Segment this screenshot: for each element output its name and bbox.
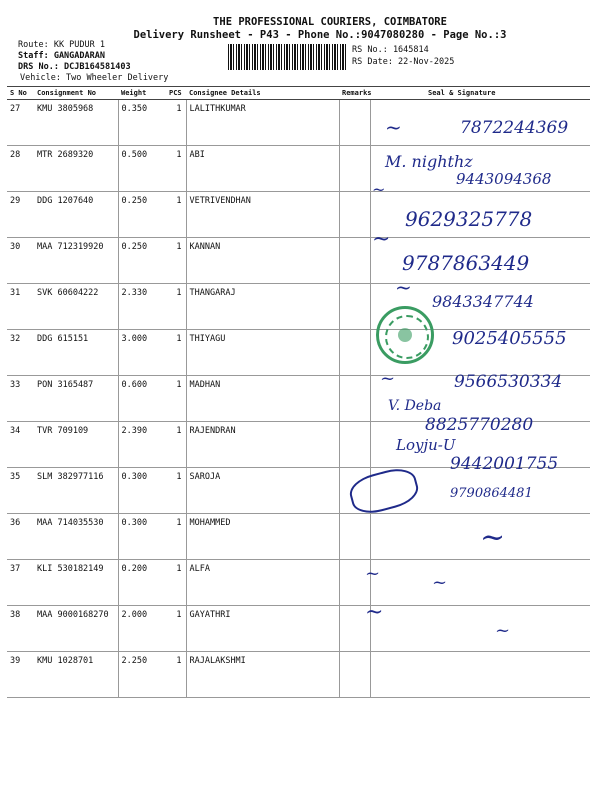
- handwritten-phone: 9629325778: [405, 207, 533, 231]
- signature-scrawl: ~: [480, 520, 506, 555]
- row-weight: 2.000: [118, 606, 166, 652]
- row-consignment: TVR 709109: [34, 422, 118, 468]
- row-signature: [370, 560, 590, 606]
- row-sno: 38: [7, 606, 34, 652]
- row-weight: 0.250: [118, 192, 166, 238]
- signature-scrawl: ~: [495, 620, 511, 641]
- table-header: [7, 87, 590, 100]
- row-consignee: THIYAGU: [186, 330, 339, 376]
- row-signature: [370, 652, 590, 698]
- row-consignee: KANNAN: [186, 238, 339, 284]
- row-weight: 0.500: [118, 146, 166, 192]
- row-weight: 2.250: [118, 652, 166, 698]
- row-consignment: MAA 714035530: [34, 514, 118, 560]
- row-consignment: DDG 1207640: [34, 192, 118, 238]
- row-sno: 34: [7, 422, 34, 468]
- row-consignee: THANGARAJ: [186, 284, 339, 330]
- row-signature: [370, 606, 590, 652]
- col-signature: Seal & Signature: [370, 87, 590, 100]
- row-pcs: 1: [166, 422, 186, 468]
- row-consignee: ALFA: [186, 560, 339, 606]
- signature-scrawl: ~: [365, 563, 381, 584]
- row-pcs: 1: [166, 238, 186, 284]
- row-remarks: [339, 192, 370, 238]
- row-sno: 32: [7, 330, 34, 376]
- handwritten-phone: 7872244369: [460, 118, 569, 138]
- handwritten-signature: V. Deba: [388, 398, 442, 414]
- handwritten-phone: 9025405555: [452, 328, 567, 349]
- row-consignment: KLI 530182149: [34, 560, 118, 606]
- runsheet-subtitle: Delivery Runsheet - P43 - Phone No.:9047080280 - Page No.:3: [133, 29, 507, 41]
- row-consignee: VETRIVENDHAN: [186, 192, 339, 238]
- row-weight: 2.330: [118, 284, 166, 330]
- row-remarks: [339, 652, 370, 698]
- row-remarks: [339, 422, 370, 468]
- route-label: Route: KK PUDUR 1: [18, 40, 105, 50]
- row-remarks: [339, 284, 370, 330]
- row-remarks: [339, 376, 370, 422]
- row-sno: 39: [7, 652, 34, 698]
- handwritten-phone: 9566530334: [454, 372, 563, 392]
- row-sno: 33: [7, 376, 34, 422]
- row-consignee: RAJENDRAN: [186, 422, 339, 468]
- row-sno: 37: [7, 560, 34, 606]
- signature-scrawl: ~: [432, 572, 448, 593]
- drs-number: DRS No.: DCJB164581403: [18, 62, 131, 72]
- row-pcs: 1: [166, 652, 186, 698]
- signature-scrawl: ~: [372, 227, 391, 252]
- table-row: [7, 560, 590, 606]
- vehicle-label: Vehicle: Two Wheeler Delivery: [20, 73, 169, 83]
- row-pcs: 1: [166, 284, 186, 330]
- row-consignment: MAA 712319920: [34, 238, 118, 284]
- rs-number: RS No.: 1645814: [352, 45, 429, 55]
- signature-scrawl: ~: [365, 600, 384, 625]
- row-remarks: [339, 100, 370, 146]
- row-sno: 28: [7, 146, 34, 192]
- company-title: THE PROFESSIONAL COURIERS, COIMBATORE: [213, 16, 447, 28]
- row-consignee: GAYATHRI: [186, 606, 339, 652]
- row-pcs: 1: [166, 560, 186, 606]
- row-consignment: PON 3165487: [34, 376, 118, 422]
- row-weight: 0.600: [118, 376, 166, 422]
- rs-date: RS Date: 22-Nov-2025: [352, 57, 455, 67]
- row-pcs: 1: [166, 514, 186, 560]
- row-sno: 27: [7, 100, 34, 146]
- row-consignee: RAJALAKSHMI: [186, 652, 339, 698]
- row-remarks: [339, 146, 370, 192]
- row-weight: 3.000: [118, 330, 166, 376]
- row-consignment: KMU 3805968: [34, 100, 118, 146]
- row-weight: 0.300: [118, 514, 166, 560]
- col-consignee: Consignee Details: [186, 87, 339, 100]
- row-pcs: 1: [166, 376, 186, 422]
- row-pcs: 1: [166, 100, 186, 146]
- row-weight: 2.390: [118, 422, 166, 468]
- row-consignment: DDG 615151: [34, 330, 118, 376]
- row-sno: 36: [7, 514, 34, 560]
- row-weight: 0.250: [118, 238, 166, 284]
- handwritten-phone: 9790864481: [450, 486, 533, 501]
- row-pcs: 1: [166, 468, 186, 514]
- handwritten-phone: 8825770280: [425, 415, 534, 435]
- row-consignee: SAROJA: [186, 468, 339, 514]
- row-consignment: SLM 382977116: [34, 468, 118, 514]
- signature-scrawl: ~: [380, 368, 396, 389]
- col-weight: Weight: [118, 87, 166, 100]
- row-remarks: [339, 514, 370, 560]
- row-consignee: LALITHKUMAR: [186, 100, 339, 146]
- seal-stamp: [376, 306, 434, 364]
- row-weight: 0.300: [118, 468, 166, 514]
- row-pcs: 1: [166, 192, 186, 238]
- row-weight: 0.200: [118, 560, 166, 606]
- row-pcs: 1: [166, 606, 186, 652]
- handwritten-signature: M. nighthz: [385, 152, 473, 171]
- row-consignee: MADHAN: [186, 376, 339, 422]
- signature-scrawl: ~: [372, 180, 386, 199]
- col-sno: S No: [7, 87, 34, 100]
- handwritten-signature: Loyju-U: [396, 436, 456, 454]
- col-pcs: PCS: [166, 87, 186, 100]
- col-remarks: Remarks: [339, 87, 370, 100]
- row-consignment: MAA 9000168270: [34, 606, 118, 652]
- row-pcs: 1: [166, 330, 186, 376]
- row-pcs: 1: [166, 146, 186, 192]
- row-sno: 29: [7, 192, 34, 238]
- staff-label: Staff: GANGADARAN: [18, 51, 105, 61]
- row-remarks: [339, 238, 370, 284]
- signature-scrawl: ~: [395, 275, 412, 299]
- row-remarks: [339, 330, 370, 376]
- table-row: [7, 652, 590, 698]
- row-sno: 35: [7, 468, 34, 514]
- handwritten-phone: 9443094368: [456, 170, 552, 188]
- row-consignment: KMU 1028701: [34, 652, 118, 698]
- signature-scrawl: ~: [385, 115, 402, 139]
- barcode-image: [228, 44, 346, 70]
- row-weight: 0.350: [118, 100, 166, 146]
- row-consignee: MOHAMMED: [186, 514, 339, 560]
- handwritten-phone: 9843347744: [432, 292, 534, 311]
- row-consignment: MTR 2689320: [34, 146, 118, 192]
- col-consignment: Consignment No: [34, 87, 118, 100]
- row-consignment: SVK 60604222: [34, 284, 118, 330]
- row-sno: 30: [7, 238, 34, 284]
- handwritten-phone: 9787863449: [402, 251, 530, 275]
- handwritten-phone: 9442001755: [450, 454, 559, 474]
- row-consignee: ABI: [186, 146, 339, 192]
- row-sno: 31: [7, 284, 34, 330]
